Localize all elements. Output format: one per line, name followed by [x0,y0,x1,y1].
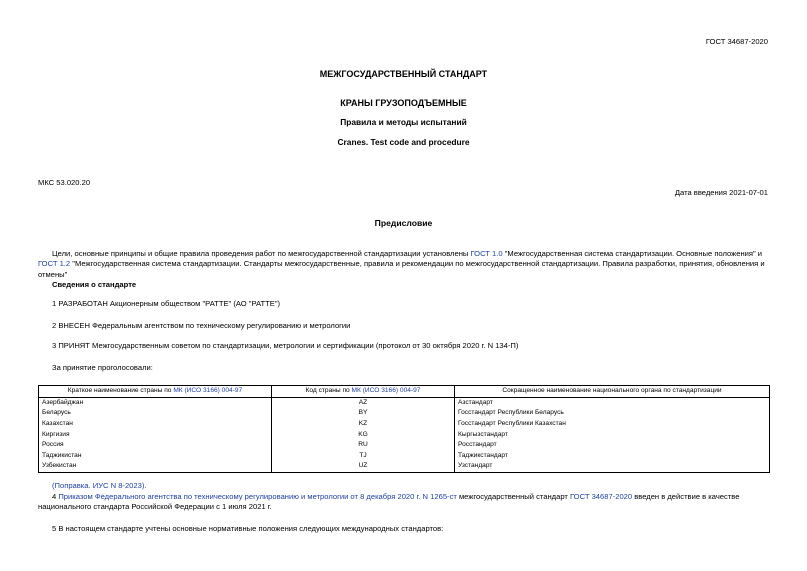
table-header-country: Краткое наименование страны по МК (ИСО 3166) 004-97 [39,386,272,398]
standard-name: КРАНЫ ГРУЗОПОДЪЕМНЫЕ [340,98,467,108]
mks-code: МКС 53.020.20 [38,178,91,187]
table-row [39,419,770,430]
country-cell: Узбекистан [39,462,272,473]
body-cell: Азстандарт [455,398,770,409]
doc-number: ГОСТ 34687-2020 [705,37,768,46]
amendment-link[interactable]: (Поправка. ИУС N 8-2023). [52,481,147,490]
table-row [39,430,770,441]
table-header-body: Сокращенное наименование национального органа по стандартизации [455,386,770,398]
code-cell: KZ [272,419,455,430]
country-cell: Киргизия [39,430,272,441]
intro-date: Дата введения 2021-07-01 [674,188,768,197]
foreword-heading: Предисловие [374,218,433,228]
table-row [39,409,770,420]
table-row [39,451,770,462]
country-cell: Казахстан [39,419,272,430]
gost-34687-link[interactable]: ГОСТ 34687-2020 [570,492,633,501]
body-cell: Госстандарт Республики Беларусь [455,409,770,420]
code-cell: AZ [272,398,455,409]
country-cell: Таджикистан [39,451,272,462]
code-cell: RU [272,440,455,451]
body-cell: Кыргызстандарт [455,430,770,441]
gost-1-2-link[interactable]: ГОСТ 1.2 [38,259,71,269]
body-cell: Госстандарт Республики Казахстан [455,419,770,430]
order-link[interactable]: Приказом Федерального агентства по техническому регулированию и метрологии от 8 декабря 2020 г. N 1265-ст [58,492,457,501]
item-2: 2 ВНЕСЕН Федеральным агентством по техническому регулированию и метрологии [52,321,351,330]
member-states-table [38,385,770,473]
body-cell: Росстандарт [455,440,770,451]
standard-type: МЕЖГОСУДАРСТВЕННЫЙ СТАНДАРТ [319,69,488,79]
code-cell: KG [272,430,455,441]
item-3: 3 ПРИНЯТ Межгосударственным советом по стандартизации, метрологии и сертификации (протокол от 30 октября 2020 г. N 134-П) [52,341,519,350]
body-cell: Таджикстандарт [455,451,770,462]
table-row [39,398,770,409]
item-4: 4 Приказом Федерального агентства по техническому регулированию и метрологии от 8 декабря 2020 г. N 1265-ст межгосударственный стандарт ГОСТ 34687-2020 введен в действие в качестве национального стандарта Российской Федерации с 1 июля 2021 г. [38,492,740,512]
gost-1-0-link[interactable]: ГОСТ 1.0 [470,249,503,258]
code-cell: UZ [272,462,455,473]
table-row [39,440,770,451]
table-header-row [39,386,770,398]
standard-english-title: Cranes. Test code and procedure [337,137,470,147]
code-cell: TJ [272,451,455,462]
item-1: 1 РАЗРАБОТАН Акционерным обществом "РАТТЕ" (АО "РАТТЕ") [52,299,281,308]
item-5: 5 В настоящем стандарте учтены основные нормативные положения следующих международных стандартов: [52,524,444,533]
body-cell: Узстандарт [455,462,770,473]
voted-label: За принятие проголосовали: [52,363,153,372]
standard-subtitle: Правила и методы испытаний [340,117,467,127]
mk-iso-link[interactable]: МК (ИСО 3166) 004-97 [351,387,421,395]
country-cell: Россия [39,440,272,451]
code-cell: BY [272,409,455,420]
table-header-code: Код страны по МК (ИСО 3166) 004-97 [272,386,455,398]
mk-iso-link[interactable]: МК (ИСО 3166) 004-97 [173,387,243,395]
country-cell: Беларусь [39,409,272,420]
table-row [39,462,770,473]
country-cell: Азербайджан [39,398,272,409]
foreword-paragraph: Цели, основные принципы и общие правила проведения работ по межгосударственной стандартизации установлены ГОСТ 1.0 "Межгосударственная система стандартизации. Основные положения" и ГОСТ 1.2 "Межгосударственная система стандартизации. Стандарты межгосударственные, правила и рекомендации по межгосударственной стандартизации. Правила разработки, принятия, обновления и отмены" [38,249,765,279]
info-heading: Сведения о стандарте [52,280,137,289]
